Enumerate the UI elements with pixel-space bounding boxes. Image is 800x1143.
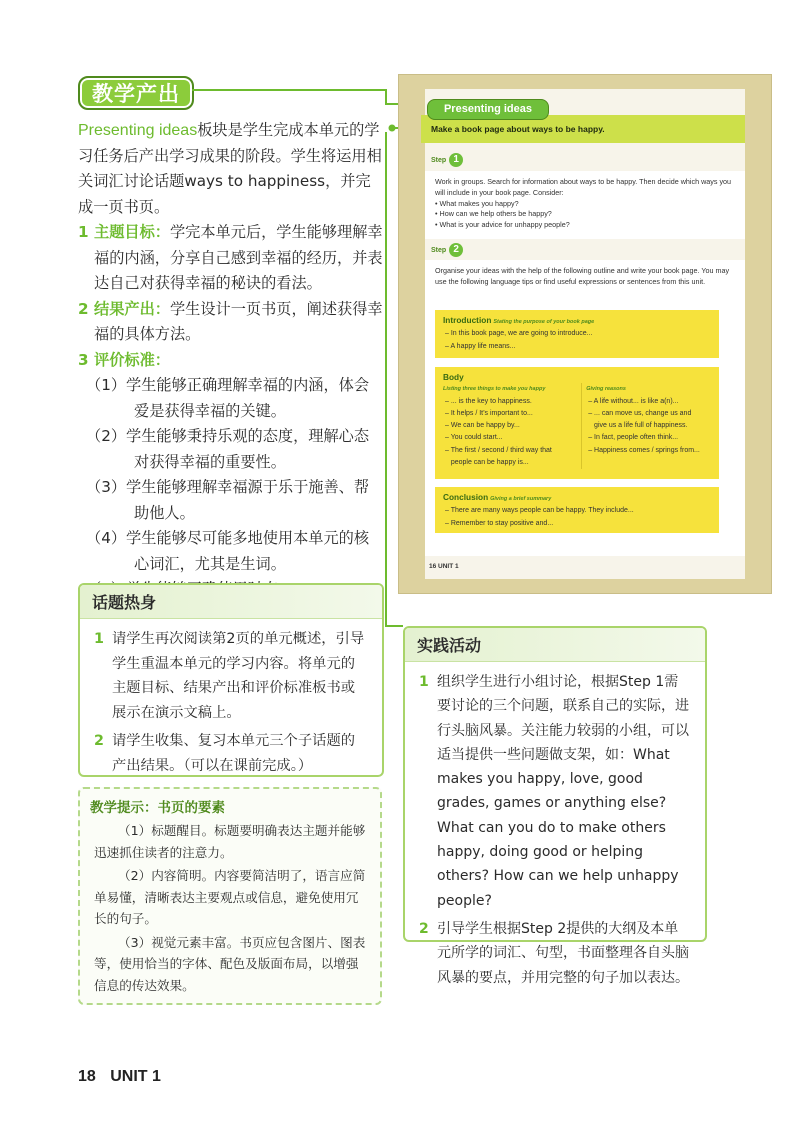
page-footer [78, 1068, 171, 1086]
book-page-footer: 16 UNIT 1 [429, 563, 459, 570]
item-num: 1 [94, 631, 104, 647]
item-text: 引导学生根据Step 2提供的大纲及本单元所学的词汇、句型，书面整理各自头脑风暴的要点，并用完整的句子加以表达。 [437, 920, 689, 986]
card-line: – You could start... [445, 434, 503, 442]
goal-num: 3 [78, 350, 89, 369]
conclusion-card [435, 487, 719, 533]
item-text: 请学生再次阅读第2页的单元概述，引导学生重温本单元的学习内容。将单元的主题目标、结果产出和评价标准板书或展示在演示文稿上。 [112, 631, 365, 721]
card-line: give us a life full of happiness. [588, 422, 688, 430]
card-line: – In this book page, we are going to introduce... [445, 330, 593, 338]
item-num: 1 [419, 674, 429, 690]
step-2-label [431, 243, 463, 257]
card-title: Body [443, 372, 464, 382]
goal-text: 学完本单元后，学生能够理解幸福的内涵，分享自己感到幸福的经历，并表达自己对获得幸福的秘诀的看法。 [94, 223, 383, 292]
teaching-tip-box [78, 787, 382, 1005]
page-number: 18 [78, 1068, 96, 1085]
tip-body [80, 820, 380, 996]
step-number-icon: 2 [449, 243, 463, 257]
criterion-3: （3）学生能够理解幸福源于乐于施善、帮助他人。 [86, 478, 370, 522]
step-1-bullet: • What makes you happy? [435, 198, 519, 208]
goal-label: 结果产出： [94, 299, 170, 318]
warmup-item-2 [94, 729, 368, 778]
criterion-2: （2）学生能够秉持乐观的态度，理解心态对获得幸福的重要性。 [86, 427, 370, 471]
goal-label: 主题目标： [94, 223, 170, 241]
unit-label: UNIT 1 [110, 1068, 161, 1085]
step-word: Step [431, 156, 447, 164]
practice-title: 实践活动 [405, 628, 705, 662]
criterion-4: （4）学生能够尽可能多地使用本单元的核心词汇，尤其是生词。 [86, 529, 370, 573]
step-2-text: Organise your ideas with the help of the following outline and write your book page. You may use the following language tips or find useful expressions or sentences from this unit. [435, 266, 730, 286]
item-text: 组织学生进行小组讨论，根据Step 1需要讨论的三个问题，联系自己的实际，进行头脑风暴。关注能力较弱的小组，可以适当提供一些问题做支架，如：What makes you happy, love, good grades, games or anything else? What can you do to make others happy, doing good or helping others? How can we help unhappy people? [437, 674, 689, 909]
card-line: – It helps / It’s important to... [445, 409, 533, 417]
goal-2 [78, 297, 383, 348]
step-1-text: Work in groups. Search for information about ways to be happy. Then decide which ways you will include in your book page. Consider: [435, 177, 732, 197]
practice-box [403, 626, 707, 986]
item-num: 2 [419, 920, 429, 937]
goal-text: 学生设计一页书页，阐述获得幸福的具体方法。 [94, 299, 383, 343]
book-page-image [398, 74, 772, 594]
item-text: 请学生收集、复习本单元三个子话题的产出结果。（可以在课前完成。） [112, 733, 356, 774]
presenting-ideas-tag: Presenting ideas [427, 99, 549, 120]
card-title: Introduction [443, 315, 492, 325]
intro-text: 板块是学生完成本单元的学习任务后产出学习成果的阶段。学生将运用相关词汇讨论话题ways to happiness，并完成一页书页。 [78, 121, 382, 216]
intro-paragraph [78, 118, 383, 220]
warmup-body [80, 619, 382, 790]
card-subtitle: Giving reasons [586, 386, 626, 393]
goal-label: 评价标准： [94, 350, 170, 369]
card-subtitle: Stating the purpose of your book page [493, 319, 595, 325]
intro-lead: Presenting ideas [78, 122, 198, 139]
goal-num: 1 [78, 223, 89, 241]
body-columns [443, 383, 711, 469]
body-left-column [443, 383, 581, 469]
card-line: – There are many ways people can be happy. They include... [445, 507, 634, 515]
card-line: – A life without... is like a(n)... [588, 397, 679, 405]
step-1-bullet: • What is your advice for unhappy people? [435, 220, 570, 230]
card-line: – Happiness comes / springs from... [588, 446, 700, 454]
tip-title: 教学提示：书页的要素 [90, 800, 225, 816]
goal-num: 2 [78, 299, 89, 318]
item-num: 2 [94, 733, 104, 749]
step-word: Step [431, 246, 447, 254]
body-right-column [581, 383, 711, 469]
step-1-bullet: • How can we help others be happy? [435, 209, 552, 219]
warmup-title: 话题热身 [80, 585, 382, 619]
warmup-box [78, 583, 384, 777]
card-line: – A happy life means... [445, 342, 516, 350]
card-line: people can be happy is... [445, 459, 529, 467]
intro-section [78, 118, 383, 603]
tip-paragraph: （2）内容简明。内容要简洁明了，语言应简单易懂，清晰表达主要观点或信息，避免使用冗长的句子。 [94, 868, 366, 926]
goal-1 [78, 220, 383, 297]
card-line: – In fact, people often think... [588, 434, 679, 442]
body-card [435, 367, 719, 479]
step-1-card [425, 171, 745, 239]
practice-item-1 [419, 670, 691, 913]
section-title-tag: 教学产出 [78, 76, 194, 110]
card-line: – Remember to stay positive and... [445, 519, 554, 527]
practice-item-2 [419, 917, 691, 990]
card-line: – ... is the key to happiness. [445, 397, 532, 405]
warmup-item-1 [94, 627, 368, 725]
step-number-icon: 1 [449, 153, 463, 167]
card-title: Conclusion [443, 492, 489, 502]
tip-paragraph: （3）视觉元素丰富。书页应包含图片、图表等，使用恰当的字体、配色及版面布局，以增强信息的传达效果。 [94, 934, 366, 993]
criterion-1: （1）学生能够正确理解幸福的内涵，体会爱是获得幸福的关键。 [86, 376, 370, 420]
step-1-label [431, 153, 463, 167]
card-subtitle: Listing three things to make you happy [443, 386, 546, 393]
card-line: – The first / second / third way that [445, 446, 552, 454]
card-line: – We can be happy by... [445, 422, 520, 430]
introduction-card [435, 310, 719, 358]
tip-paragraph: （1）标题醒目。标题要明确表达主题并能够迅速抓住读者的注意力。 [94, 823, 366, 860]
card-subtitle: Giving a brief summary [490, 496, 552, 502]
card-line: – ... can move us, change us and [588, 409, 692, 417]
goal-3 [78, 348, 383, 374]
book-banner: Make a book page about ways to be happy. [421, 115, 745, 143]
practice-body [405, 662, 705, 1002]
